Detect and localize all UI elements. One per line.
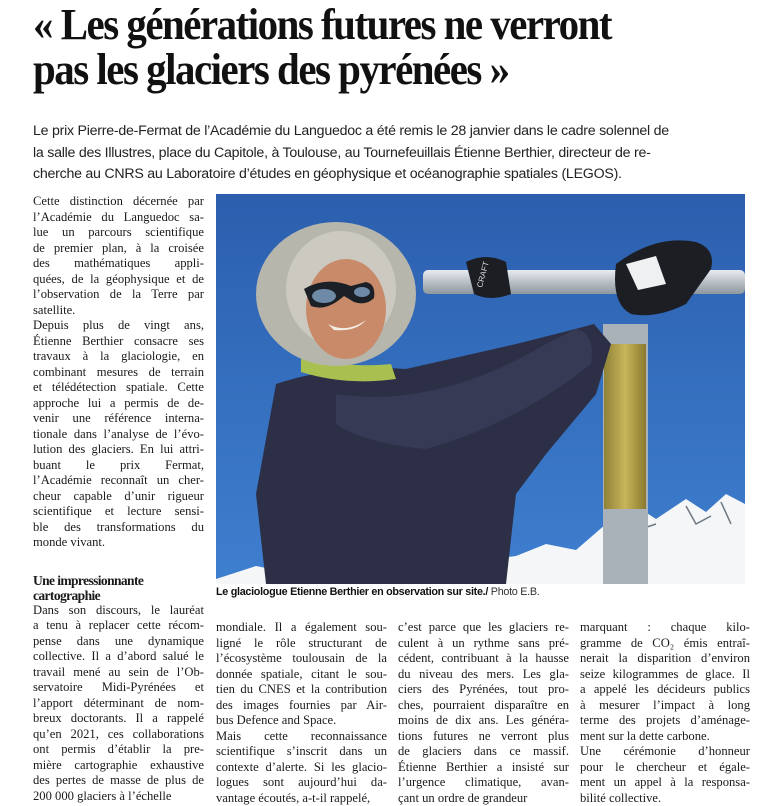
headline-line: « Les générations futures ne verront	[33, 2, 703, 47]
text-line: marquant : chaque kilo-	[580, 620, 750, 636]
column-3	[398, 620, 569, 806]
text-line: ment sur la dette carbone.	[580, 729, 750, 745]
text-line: des pertes de masse de plus de	[33, 773, 204, 789]
text-line: pense dans une dynamique	[33, 634, 204, 650]
glove-brand: CRAFT	[475, 260, 491, 288]
column-1-body	[33, 194, 204, 551]
column-2-body	[216, 620, 387, 806]
column-4-body	[580, 620, 750, 806]
text-line: approche lui a permis de de-	[33, 396, 204, 412]
text-line: breux doctorants. Il a rappelé	[33, 711, 204, 727]
text-line: et télédétection spatiale. Cette	[33, 380, 204, 396]
text-line: ment un appel à la responsa-	[580, 775, 750, 791]
column-1-body-continued	[33, 603, 204, 805]
text-line: de glaciers dans ce massif.	[398, 744, 569, 760]
photo-glaciologist-icon	[216, 194, 745, 584]
lead-line: cherche au CNRS au Laboratoire d’études en géophysique et océanographie spatiales (LEGOS).	[33, 164, 760, 186]
text-line: Étienne Berthier consacre ses	[33, 334, 204, 350]
pole-tape	[604, 344, 646, 509]
text-line: l’écosystème toulousain de la	[216, 651, 387, 667]
text-line: l’apport déterminant de nom-	[33, 696, 204, 712]
text-line: à mesurer l’impact à long	[580, 698, 750, 714]
text-line: a appelé les décideurs publics	[580, 682, 750, 698]
lead-paragraph	[33, 121, 760, 186]
subheading	[33, 573, 204, 603]
caption-text: Le glaciologue Etienne Berthier en observation sur site./	[216, 586, 488, 598]
text-line: lution des glaciers. En lui attri-	[33, 442, 204, 458]
text-line: culent à un rythme sans pré-	[398, 636, 569, 652]
text-line: travaux à la glaciologie, en	[33, 349, 204, 365]
text-line: ciers des Pyrénées, tout pro-	[398, 682, 569, 698]
text-line: tions futures ne verront plus	[398, 729, 569, 745]
text-line: bilité collective.	[580, 791, 750, 806]
text-line: ont permis d’établir la pre-	[33, 742, 204, 758]
article-photo	[216, 194, 745, 584]
text-line: Étienne Berthier a insisté sur	[398, 760, 569, 776]
subheading-line: cartographie	[33, 588, 204, 603]
text-line: Dans son discours, le lauréat	[33, 603, 204, 619]
text-line: scientifique s’inscrit dans un	[216, 744, 387, 760]
text-line: travail mené au sein de l’Ob-	[33, 665, 204, 681]
photo-caption	[216, 586, 539, 599]
text-line: quées, de la géophysique et de	[33, 272, 204, 288]
text-line: pour le chercheur et égale-	[580, 760, 750, 776]
lead-line: la salle des Illustres, place du Capitole, à Toulouse, au Tournefeuillais Étienne Berthier, directeur de re-	[33, 143, 760, 165]
text-line: cédent, contribuant à la hausse	[398, 651, 569, 667]
text-line: Mais cette reconnaissance	[216, 729, 387, 745]
text-line: tionale dans l’analyse de l’évo-	[33, 427, 204, 443]
text-line: nerait la disparition d’environ	[580, 651, 750, 667]
text-line: l’Académie du Languedoc sa-	[33, 210, 204, 226]
text-line: l’urgence climatique, avan-	[398, 775, 569, 791]
text-line: tien du CNES et la contribution	[216, 682, 387, 698]
text-line: venir une référence interna-	[33, 411, 204, 427]
text-line: satellite.	[33, 303, 204, 319]
text-line: cheur capable d’unir rigueur	[33, 489, 204, 505]
text-line: a tenu à replacer cette récom-	[33, 618, 204, 634]
lead-line: Le prix Pierre-de-Fermat de l’Académie du Languedoc a été remis le 28 janvier dans le cadre solennel de	[33, 121, 760, 143]
text-line: des mathématiques appli-	[33, 256, 204, 272]
text-line: mondiale. Il a également sou-	[216, 620, 387, 636]
text-line: l’Académie reconnaît un cher-	[33, 473, 204, 489]
headline	[33, 2, 703, 92]
text-line: des images fournies par Air-	[216, 698, 387, 714]
headline-line: pas les glaciers des pyrénées »	[33, 47, 703, 92]
text-line: servatoire Midi-Pyrénées et	[33, 680, 204, 696]
column-4	[580, 620, 750, 806]
text-line: du niveau des mers. Les gla-	[398, 667, 569, 683]
text-line: qu’en 2021, ces collaborations	[33, 727, 204, 743]
text-line: 200 000 glaciers à l’échelle	[33, 789, 204, 805]
text-line: c’est parce que les glaciers re-	[398, 620, 569, 636]
text-line: vantage écoutés, a-t-il rappelé,	[216, 791, 387, 806]
text-line: Depuis plus de vingt ans,	[33, 318, 204, 334]
text-line: seize kilogrammes de glace. Il	[580, 667, 750, 683]
text-line: terme des projets d’aménage-	[580, 713, 750, 729]
text-line: çant un ordre de grandeur	[398, 791, 569, 806]
text-line: ligné le rôle structurant de	[216, 636, 387, 652]
text-line: logues sont aujourd’hui da-	[216, 775, 387, 791]
column-3-body	[398, 620, 569, 806]
text-line: de premier plan, à la croisée	[33, 241, 204, 257]
subheading-line: Une impressionnante	[33, 573, 204, 588]
text-line: donnée spatiale, citant le sou-	[216, 667, 387, 683]
face	[306, 259, 386, 359]
text-line: ble des transformations du	[33, 520, 204, 536]
text-line: lue un parcours scientifique	[33, 225, 204, 241]
column-1	[33, 194, 204, 804]
text-line: Cette distinction décernée par	[33, 194, 204, 210]
text-line: gramme de CO₂ émis entraî-	[580, 636, 750, 652]
text-line: buant le prix Fermat,	[33, 458, 204, 474]
text-line: bus Defence and Space.	[216, 713, 387, 729]
photo-credit: Photo E.B.	[491, 586, 540, 598]
column-2	[216, 620, 387, 806]
text-line: combinant mesures de terrain	[33, 365, 204, 381]
text-line: Une cérémonie d’honneur	[580, 744, 750, 760]
text-line: collective. Il a d’abord salué le	[33, 649, 204, 665]
text-line: ches, pourraient disparaître en	[398, 698, 569, 714]
text-line: scientifique et lecture sensi-	[33, 504, 204, 520]
text-line: mière cartographie exhaustive	[33, 758, 204, 774]
text-line: moins de dix ans. Les généra-	[398, 713, 569, 729]
text-line: l’observation de la Terre par	[33, 287, 204, 303]
text-line: monde vivant.	[33, 535, 204, 551]
text-line: contexte d’alerte. Si les glacio-	[216, 760, 387, 776]
